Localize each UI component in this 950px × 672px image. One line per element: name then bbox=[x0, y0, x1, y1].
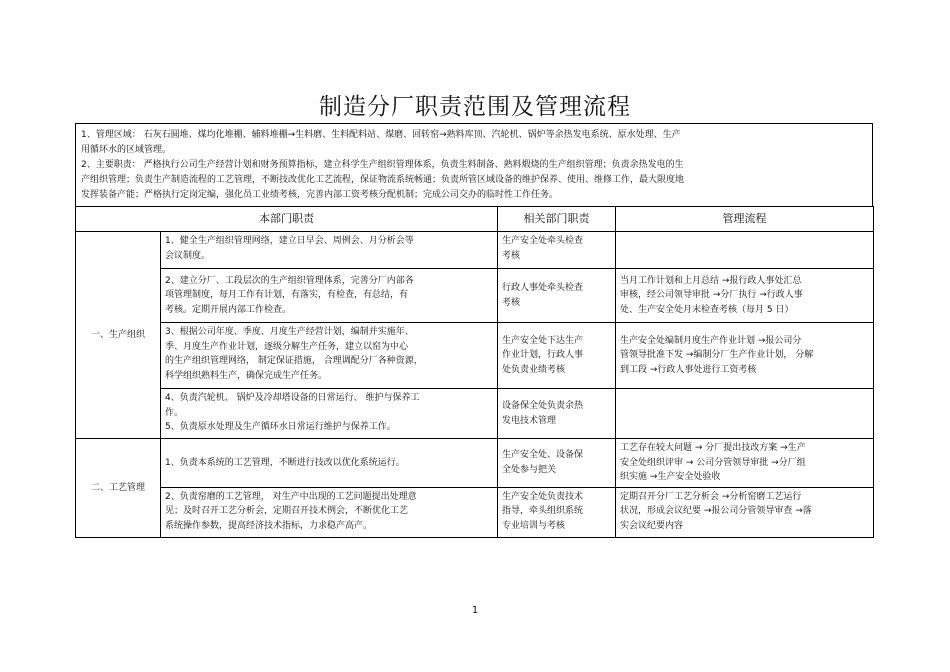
related-line: 全处参与把关 bbox=[502, 464, 557, 475]
duty-cell bbox=[161, 389, 498, 439]
related-line: 生产安全处、设备保 bbox=[502, 450, 584, 461]
related-line: 生产安全处负责技术 bbox=[502, 491, 584, 502]
related-line: 处负责业绩考核 bbox=[502, 364, 566, 375]
table-row bbox=[76, 487, 874, 537]
duty-line: 1、健全生产组织管理网络，建立日早会、周例会、月分析会等 bbox=[165, 236, 414, 246]
duty-line: 4、负责汽轮机、 锅炉及冷却塔设备的日常运行、 维护与保养工 bbox=[165, 393, 420, 403]
related-line: 考核 bbox=[502, 250, 521, 261]
related-line: 行政人事处牵头检查 bbox=[502, 283, 584, 293]
duty-line: 见；及时召开工艺分析会，定期召开技术例会，不断优化工艺 bbox=[165, 506, 409, 516]
duty-line: 会议制度。 bbox=[165, 250, 211, 261]
flow-line: 处、生产安全处月末检查考核（每月 5 日） bbox=[620, 304, 794, 315]
duty-cell bbox=[161, 439, 498, 488]
flow-line: 定期召开分厂工艺分析会 →分析窑磨工艺运行 bbox=[620, 491, 802, 502]
table-row bbox=[76, 269, 874, 323]
related-cell bbox=[498, 323, 616, 389]
related-line: 专业培训与考核 bbox=[502, 520, 566, 531]
flow-cell bbox=[616, 439, 874, 488]
duty-line: 3、根据公司年度、季度、月度生产经营计划，编制并实施年、 bbox=[165, 327, 414, 337]
related-cell bbox=[498, 232, 616, 269]
flow-cell bbox=[616, 269, 874, 323]
flow-cell bbox=[616, 389, 874, 439]
duty-line: 5、负责原水处理及生产循环水日常运行维护与保养工作。 bbox=[165, 422, 396, 432]
intro-line: 用循环水的区域管理。 bbox=[81, 145, 172, 155]
flow-line: 管领导批准下发 →编制分厂生产作业计划， 分解 bbox=[620, 350, 814, 361]
page-title: 制造分厂职责范围及管理流程 bbox=[319, 94, 631, 120]
related-line: 考核 bbox=[502, 297, 521, 308]
duty-cell bbox=[161, 269, 498, 323]
table-header-row bbox=[76, 207, 874, 232]
related-cell bbox=[498, 487, 616, 537]
duty-line: 2、建立分厂、工段层次的生产组织管理体系，完善分厂内部各 bbox=[165, 275, 414, 286]
related-line: 生产安全处牵头检查 bbox=[502, 236, 584, 246]
related-line: 作业计划，行政人事 bbox=[502, 350, 584, 361]
intro-line: 发挥装备产能；严格执行定岗定编，强化员工业绩考核，完善内部工资考核分配机制；完成公司交办的临时性工作任务。 bbox=[81, 190, 559, 200]
section-label-process: 二、工艺管理 bbox=[76, 439, 161, 538]
related-cell bbox=[498, 439, 616, 488]
duty-line: 作。 bbox=[165, 407, 184, 418]
header-flow: 管理流程 bbox=[616, 207, 874, 232]
intro-block bbox=[75, 123, 873, 207]
duty-cell bbox=[161, 487, 498, 537]
duty-line: 的生产组织管理网络， 制定保证措施， 合理调配分厂各种资源， bbox=[165, 356, 423, 366]
related-cell bbox=[498, 269, 616, 323]
page-number: 1 bbox=[471, 605, 479, 616]
flow-line: 安全处组织评审 → 公司分管领导审批 →分厂组 bbox=[620, 457, 806, 468]
header-related: 相关部门职责 bbox=[498, 207, 616, 232]
duty-line: 季、月度生产作业计划，逐级分解生产任务，建立以窑为中心 bbox=[165, 341, 409, 352]
duty-cell bbox=[161, 323, 498, 389]
related-line: 指导，牵头组织系统 bbox=[502, 506, 584, 516]
intro-line: 产组织管理；负责生产制造流程的工艺管理，不断技改优化工艺流程，保证物流系统畅通；负责所管区域设备的维护保养、使用、维修工作，最大限度地 bbox=[81, 175, 685, 185]
flow-line: 工艺存在较大问题 → 分厂提出技改方案 →生产 bbox=[620, 443, 806, 453]
table-row bbox=[76, 232, 874, 269]
table-row bbox=[76, 389, 874, 439]
duty-line: 项管理制度，每月工作有计划，有落实，有检查，有总结，有 bbox=[165, 290, 409, 301]
duty-line: 考核。定期开展内部工作检查。 bbox=[165, 304, 292, 315]
flow-cell bbox=[616, 323, 874, 389]
duty-line: 系统操作参数，提高经济技术指标，力求稳产高产。 bbox=[165, 520, 373, 531]
flow-line: 当月工作计划和上月总结 →报行政人事处汇总 bbox=[620, 275, 802, 286]
duty-line: 科学组织熟料生产，确保完成生产任务。 bbox=[165, 370, 328, 381]
flow-line: 生产安全处编制月度生产作业计划 →报公司分 bbox=[620, 335, 802, 346]
related-cell bbox=[498, 389, 616, 439]
duty-cell bbox=[161, 232, 498, 269]
flow-line: 实会议纪要内容 bbox=[620, 520, 684, 531]
flow-line: 到工段 →行政人事处进行工资考核 bbox=[620, 364, 757, 375]
table-row bbox=[76, 439, 874, 488]
related-line: 发电技术管理 bbox=[502, 415, 557, 426]
table-row bbox=[76, 323, 874, 389]
duty-line: 1、负责本系统的工艺管理，不断进行技改以优化系统运行。 bbox=[165, 457, 405, 468]
intro-line: 1、管理区域： 石灰石圆堆、煤均化堆棚、辅料堆棚→生料磨、生料配料站、煤磨、回转窑→熟料库顶、汽轮机、锅炉等余热发电系统、原水处理、生产 bbox=[81, 130, 681, 140]
duty-line: 2、负责窑磨的工艺管理， 对生产中出现的工艺问题提出处理意 bbox=[165, 491, 417, 502]
related-line: 设备保全处负责余热 bbox=[502, 401, 584, 411]
header-dept: 本部门职责 bbox=[76, 207, 498, 232]
flow-line: 状况，形成会议纪要 →报公司分管领导审查 →落 bbox=[620, 506, 812, 516]
responsibility-table bbox=[75, 206, 874, 538]
intro-line: 2、主要职责： 严格执行公司生产经营计划和财务预算指标，建立科学生产组织管理体系，负责生料制备、熟料煅烧的生产组织管理；负责余热发电的生 bbox=[81, 160, 684, 170]
flow-cell bbox=[616, 232, 874, 269]
flow-line: 织实施 →生产安全处验收 bbox=[620, 472, 721, 482]
section-label-production: 一、生产组织 bbox=[76, 232, 161, 439]
flow-cell bbox=[616, 487, 874, 537]
flow-line: 审核，经公司领导审批 →分厂执行 →行政人事 bbox=[620, 290, 803, 301]
related-line: 生产安全处下达生产 bbox=[502, 335, 584, 346]
